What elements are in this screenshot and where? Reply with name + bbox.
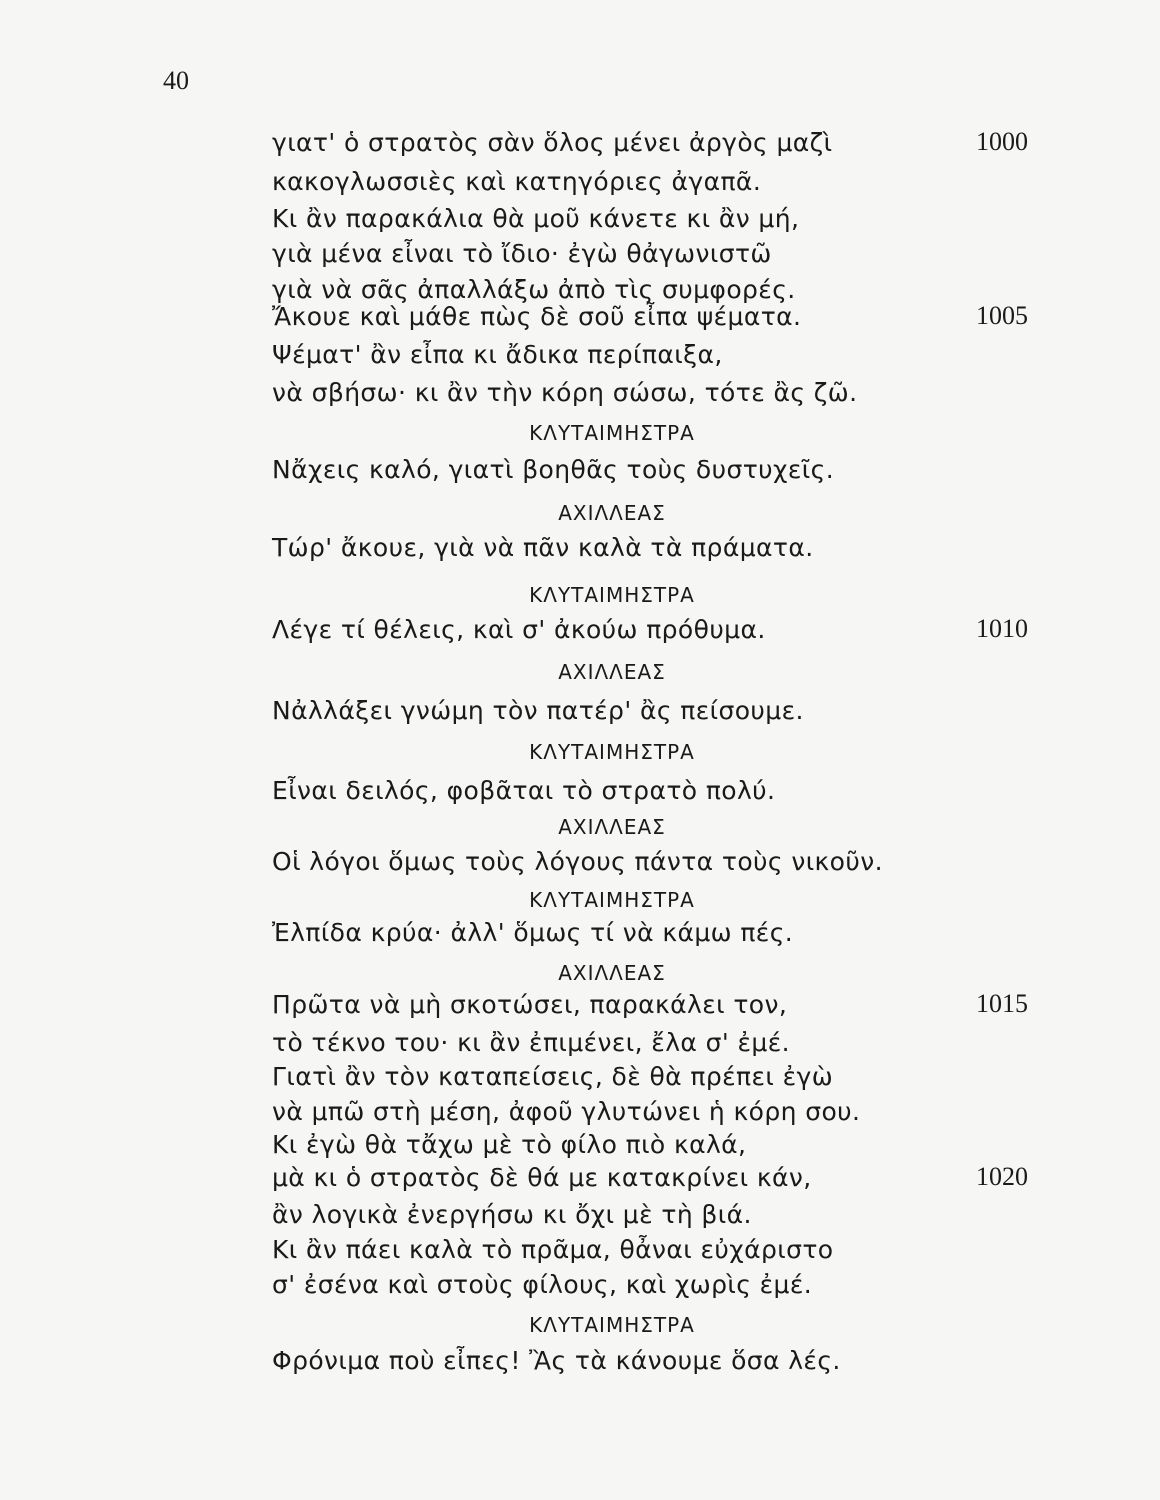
verse-line: νὰ μπῶ στὴ μέση, ἀφοῦ γλυτώνει ἡ κόρη σου. — [272, 1097, 861, 1126]
verse-line: κακογλωσσιὲς καὶ κατηγόριες ἀγαπᾶ. — [272, 167, 762, 196]
speaker-heading: ΑΧΙΛΛΕΑΣ — [558, 501, 666, 525]
verse-line: Κι ἂν πάει καλὰ τὸ πρᾶμα, θἆναι εὐχάριστο — [272, 1235, 834, 1264]
verse-line: γιὰ νὰ σᾶς ἀπαλλάξω ἀπὸ τὶς συμφορές. — [272, 275, 796, 304]
verse-line: γιατ' ὁ στρατὸς σὰν ὅλος μένει ἀργὸς μαζὶ — [272, 128, 833, 157]
line-number: 1020 — [976, 1162, 1028, 1191]
verse-line: τὸ τέκνο του· κι ἂν ἐπιμένει, ἔλα σ' ἐμέ. — [272, 1028, 790, 1057]
speaker-heading: ΑΧΙΛΛΕΑΣ — [558, 660, 666, 684]
verse-line: μὰ κι ὁ στρατὸς δὲ θά με κατακρίνει κάν, — [272, 1163, 812, 1192]
verse-line: Εἶναι δειλός, φοβᾶται τὸ στρατὸ πολύ. — [272, 776, 776, 805]
verse-line: Τώρ' ἄκουε, γιὰ νὰ πᾶν καλὰ τὰ πράματα. — [272, 533, 814, 562]
verse-line: γιὰ μένα εἶναι τὸ ἴδιο· ἐγὼ θἀγωνιστῶ — [272, 239, 772, 268]
verse-line: Λέγε τί θέλεις, καὶ σ' ἀκούω πρόθυμα. — [272, 615, 766, 644]
verse-line: Κι ἐγὼ θὰ τἄχω μὲ τὸ φίλο πιὸ καλά, — [272, 1130, 747, 1159]
line-number: 1010 — [976, 614, 1028, 643]
verse-line: Ἄκουε καὶ μάθε πὼς δὲ σοῦ εἶπα ψέματα. — [272, 302, 802, 331]
verse-line: σ' ἐσένα καὶ στοὺς φίλους, καὶ χωρὶς ἐμέ. — [272, 1270, 813, 1299]
verse-line: Ἐλπίδα κρύα· ἀλλ' ὅμως τί νὰ κάμω πές. — [272, 918, 794, 947]
verse-line: Γιατὶ ἂν τὸν καταπείσεις, δὲ θὰ πρέπει ἐγὼ — [272, 1062, 834, 1091]
line-number: 1005 — [976, 301, 1028, 330]
line-number: 1015 — [976, 989, 1028, 1018]
speaker-heading: ΚΛΥΤΑΙΜΗΣΤΡΑ — [529, 740, 695, 764]
verse-line: Ψέματ' ἂν εἶπα κι ἄδικα περίπαιξα, — [272, 340, 723, 369]
speaker-heading: ΚΛΥΤΑΙΜΗΣΤΡΑ — [529, 421, 695, 445]
line-number: 1000 — [976, 127, 1028, 156]
verse-line: Πρῶτα νὰ μὴ σκοτώσει, παρακάλει τον, — [272, 990, 788, 1019]
verse-line: Νἄχεις καλό, γιατὶ βοηθᾶς τοὺς δυστυχεῖς. — [272, 455, 835, 484]
speaker-heading: ΑΧΙΛΛΕΑΣ — [558, 815, 666, 839]
verse-line: Φρόνιμα ποὺ εἶπες! Ἂς τὰ κάνουμε ὅσα λές. — [272, 1346, 841, 1375]
verse-line: Κι ἂν παρακάλια θὰ μοῦ κάνετε κι ἂν μή, — [272, 204, 800, 233]
verse-line: Οἱ λόγοι ὅμως τοὺς λόγους πάντα τοὺς νικοῦν. — [272, 847, 883, 876]
page-number: 40 — [163, 66, 189, 95]
speaker-heading: ΑΧΙΛΛΕΑΣ — [558, 961, 666, 985]
verse-line: Νἀλλάξει γνώμη τὸν πατέρ' ἂς πείσουμε. — [272, 696, 804, 725]
speaker-heading: ΚΛΥΤΑΙΜΗΣΤΡΑ — [529, 888, 695, 912]
speaker-heading: ΚΛΥΤΑΙΜΗΣΤΡΑ — [529, 583, 695, 607]
verse-line: νὰ σβήσω· κι ἂν τὴν κόρη σώσω, τότε ἂς ζῶ. — [272, 378, 858, 407]
verse-line: ἂν λογικὰ ἐνεργήσω κι ὄχι μὲ τὴ βιά. — [272, 1200, 752, 1229]
speaker-heading: ΚΛΥΤΑΙΜΗΣΤΡΑ — [529, 1313, 695, 1337]
